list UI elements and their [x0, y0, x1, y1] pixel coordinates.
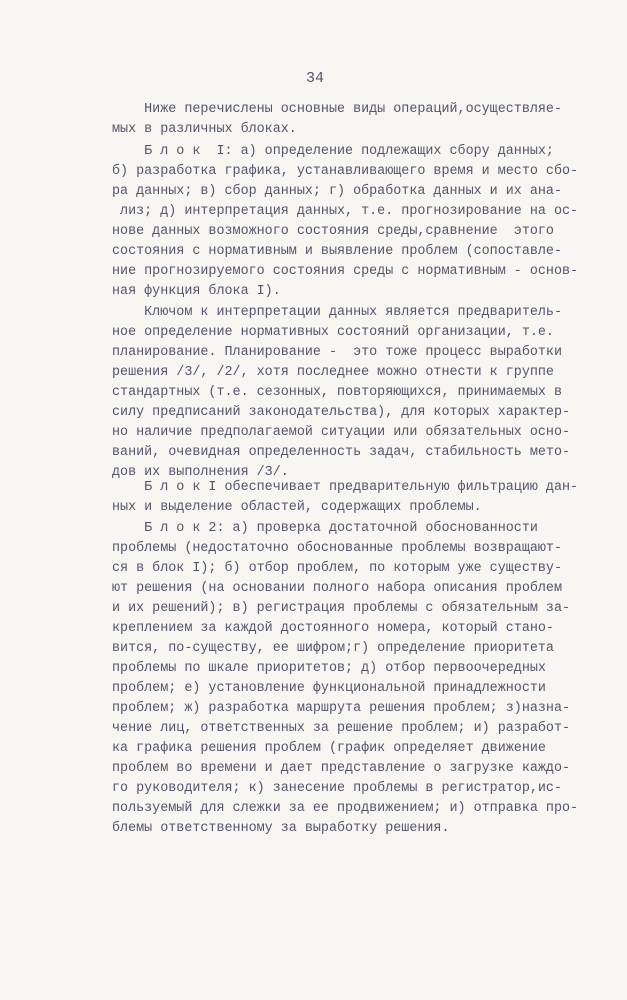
text-line: Б л о к 2: а) проверка достаточной обоснованности: [112, 521, 538, 536]
text-line: проблемы (недостаточно обоснованные проблемы возвращают-: [112, 541, 562, 556]
text-line: проблемы по шкале приоритетов; д) отбор первоочередных: [112, 661, 546, 676]
text-line: Б л о к I: а) определение подлежащих сбору данных;: [112, 144, 554, 159]
text-line: и их решений); в) регистрация проблемы с обязательным за-: [112, 601, 571, 616]
text-line: Б л о к I обеспечивает предварительную фильтрацию дан-: [112, 480, 579, 495]
text-line: ка графика решения проблем (график определяет движение: [112, 741, 546, 756]
text-line: Ниже перечислены основные виды операций,осуществляе-: [112, 102, 562, 117]
paragraph-planning: [112, 303, 572, 483]
text-line: креплением за каждой достоянного номера, который стано-: [112, 621, 554, 636]
paragraph-block-2: [112, 519, 579, 839]
text-line: решения /3/, /2/, хотя последнее можно отнести к группе: [112, 365, 554, 380]
text-line: ная функция блока I).: [112, 284, 281, 299]
text-line: состояния с нормативным и выявление проблем (сопоставле-: [112, 244, 562, 259]
text-line: ное определение нормативных состояний организации, т.е.: [112, 325, 554, 340]
text-line: б) разработка графика, устанавливающего время и место сбо-: [112, 164, 579, 179]
paragraph-intro: [112, 100, 572, 140]
text-line: дов их выполнения /3/.: [112, 465, 289, 480]
text-line: планирование. Планирование - это тоже процесс выработки: [112, 345, 562, 360]
text-line: мых в различных блоках.: [112, 122, 297, 137]
page-number: 34: [306, 70, 325, 87]
text-line: проблем; е) установление функциональной принадлежности: [112, 681, 546, 696]
text-line: проблем во времени и дает представление о загрузке каждо-: [112, 761, 571, 776]
text-line: ют решения (на основании полного набора описания проблем: [112, 581, 562, 596]
text-line: стандартных (т.е. сезонных, повторяющихся, принимаемых в: [112, 385, 562, 400]
paragraph-block-1: [112, 142, 579, 302]
paragraph-block-1-summary: [112, 478, 579, 518]
text-line: вится, по-существу, ее шифром;г) определение приоритета: [112, 641, 554, 656]
text-line: Ключом к интерпретации данных является предваритель-: [112, 305, 562, 320]
text-line: проблем; ж) разработка маршрута решения проблем; з)назна-: [112, 701, 571, 716]
text-line: го руководителя; к) занесение проблемы в регистратор,ис-: [112, 781, 562, 796]
text-line: силу предписаний законодательства), для которых характер-: [112, 405, 571, 420]
text-line: нове данных возможного состояния среды,сравнение этого: [112, 224, 554, 239]
text-line: но наличие предполагаемой ситуации или обязательных осно-: [112, 425, 571, 440]
text-line: пользуемый для слежки за ее продвижением; и) отправка про-: [112, 801, 579, 816]
text-line: чение лиц, ответственных за решение проблем; и) разработ-: [112, 721, 571, 736]
text-line: ся в блок I); б) отбор проблем, по которым уже существу-: [112, 561, 562, 576]
text-line: лиз; д) интерпретация данных, т.е. прогнозирование на ос-: [112, 204, 579, 219]
text-line: ных и выделение областей, содержащих проблемы.: [112, 500, 482, 515]
text-line: ра данных; в) сбор данных; г) обработка данных и их ана-: [112, 184, 562, 199]
text-line: ваний, очевидная определенность задач, стабильность мето-: [112, 445, 571, 460]
text-line: ние прогнозируемого состояния среды с нормативным - основ-: [112, 264, 579, 279]
text-line: блемы ответственному за выработку решения.: [112, 821, 450, 836]
